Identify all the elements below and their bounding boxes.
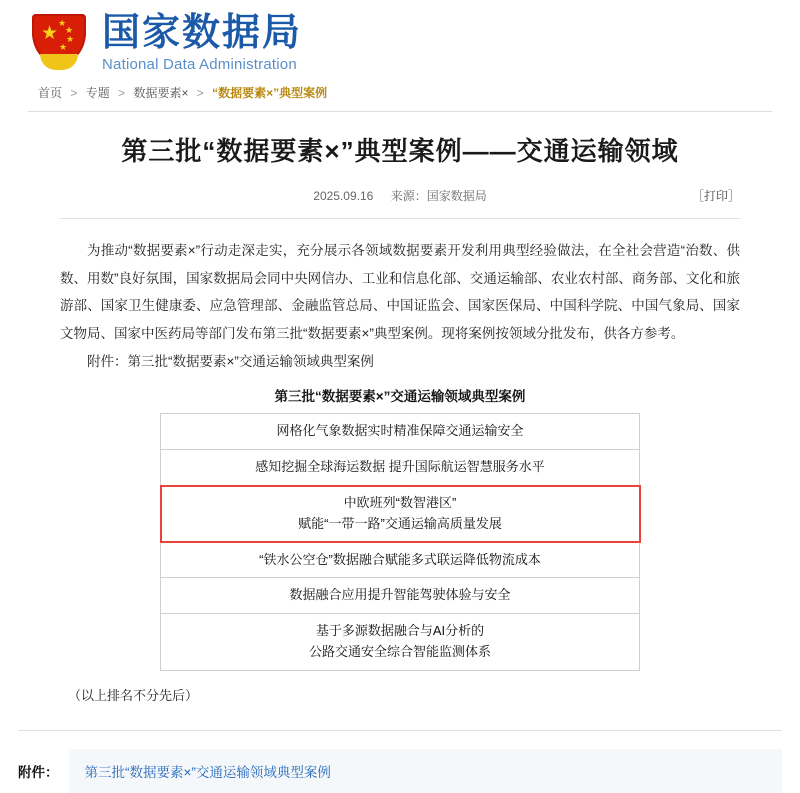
table-row bbox=[161, 578, 640, 614]
article-body bbox=[60, 237, 740, 375]
case-cell-6-line2: 公路交通安全综合智能监测体系 bbox=[308, 644, 491, 660]
publish-date: 2025.09.16 bbox=[313, 189, 374, 204]
breadcrumb-item-topic[interactable]: 专题 bbox=[85, 86, 110, 100]
attachment-section bbox=[0, 731, 800, 793]
case-cell-1: 网格化气象数据实时精准保障交通运输安全 bbox=[161, 414, 640, 450]
attachment-label: 附件： bbox=[18, 764, 59, 780]
case-cell-4: “铁水公空仓”数据融合赋能多式联运降低物流成本 bbox=[161, 542, 640, 578]
breadcrumb-separator: > bbox=[70, 86, 78, 100]
case-cell-3 bbox=[161, 486, 640, 543]
site-header bbox=[0, 0, 800, 78]
case-cell-6-line1: 基于多源数据融合与AI分析的 bbox=[315, 623, 485, 639]
breadcrumb-separator: > bbox=[196, 86, 204, 100]
table-row bbox=[161, 542, 640, 578]
breadcrumb-current: “数据要素×”典型案例 bbox=[212, 86, 328, 100]
org-name-cn: 国家数据局 bbox=[102, 11, 303, 54]
article-meta bbox=[60, 187, 740, 204]
case-cell-3-line2: 赋能“一带一路”交通运输高质量发展 bbox=[298, 515, 502, 531]
case-table-caption: 第三批“数据要素×”交通运输领域典型案例 bbox=[274, 389, 526, 405]
case-cell-6 bbox=[161, 614, 640, 671]
national-emblem-icon: ★ ★ ★ ★ ★ bbox=[28, 12, 90, 74]
breadcrumb-item-data-element[interactable]: 数据要素× bbox=[133, 86, 189, 100]
publish-source: 来源：国家数据局 bbox=[390, 189, 487, 204]
attachment-box bbox=[69, 749, 783, 793]
header-divider bbox=[28, 111, 772, 112]
table-row-highlighted bbox=[161, 486, 640, 543]
breadcrumb bbox=[0, 78, 800, 111]
case-cell-3-line1: 中欧班列“数智港区” bbox=[343, 495, 457, 511]
breadcrumb-item-home[interactable]: 首页 bbox=[38, 86, 63, 100]
paragraph-attachment-note: 附件：第三批“数据要素×”交通运输领域典型案例 bbox=[87, 353, 374, 369]
case-table bbox=[160, 413, 640, 670]
org-name-en: National Data Administration bbox=[102, 56, 297, 74]
table-row bbox=[161, 414, 640, 450]
case-cell-5: 数据融合应用提升智能驾驶体验与安全 bbox=[161, 578, 640, 614]
print-button[interactable]: ［打印］ bbox=[691, 189, 740, 204]
table-row bbox=[161, 614, 640, 671]
page-title: 第三批“数据要素×”典型案例——交通运输领域 bbox=[121, 136, 679, 166]
meta-divider bbox=[60, 218, 740, 219]
ranking-footnote: （以上排名不分先后） bbox=[68, 687, 199, 703]
table-row bbox=[161, 450, 640, 486]
breadcrumb-separator: > bbox=[118, 86, 126, 100]
article bbox=[0, 134, 800, 704]
attachment-file-link[interactable]: 第三批“数据要素×”交通运输领域典型案例 bbox=[84, 764, 331, 780]
site-title-block bbox=[102, 13, 302, 74]
case-cell-2: 感知挖掘全球海运数据 提升国际航运智慧服务水平 bbox=[161, 450, 640, 486]
paragraph-intro: 为推动“数据要素×”行动走深走实，充分展示各领域数据要素开发利用典型经验做法，在全社会营造“治数、供数、用数”良好氛围，国家数据局会同中央网信办、工业和信息化部、交通运输部、农业农村部、商务部、文化和旅游部、国家卫生健康委、应急管理部、金融监管总局、中国证监会、国家医保局、中国科学院、中国气象局、国家文物局、国家中医药局等部门发布第三批“数据要素×”典型案例。现将案例按领域分批发布，供各方参考。 bbox=[60, 243, 740, 342]
